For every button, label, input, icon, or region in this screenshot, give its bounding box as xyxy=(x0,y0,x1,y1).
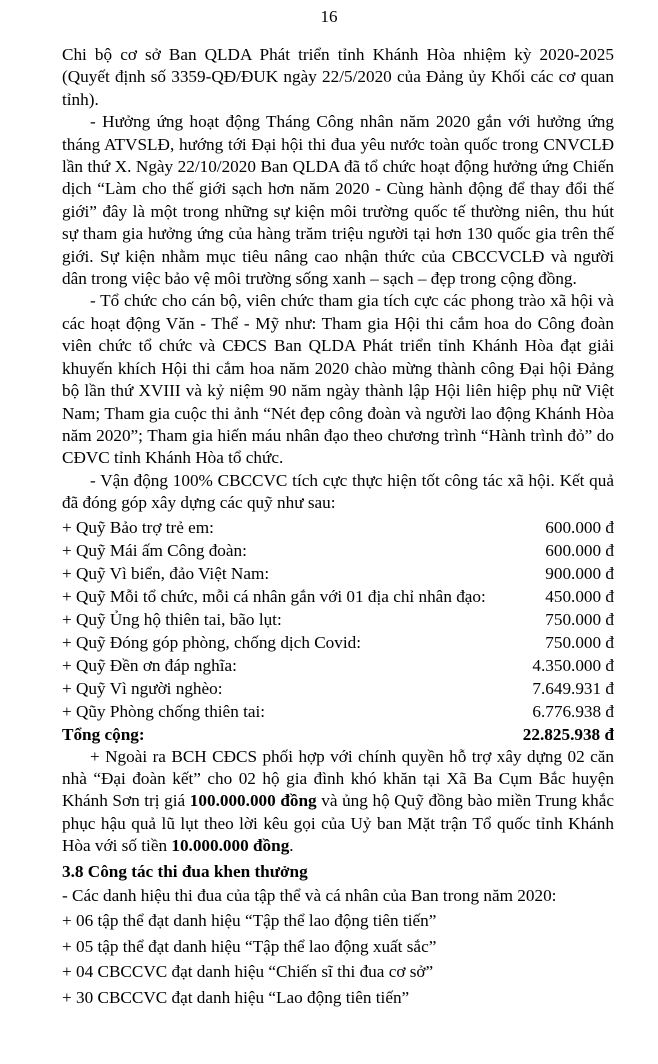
award-item: + 30 CBCCVC đạt danh hiệu “Lao động tiên tiến” xyxy=(62,987,410,1007)
fund-label: + Quỹ Vì biển, đảo Việt Nam: xyxy=(62,563,270,583)
fund-amount: 900.000 đ xyxy=(545,563,614,583)
fund-row xyxy=(62,677,614,700)
document-body xyxy=(62,44,614,1010)
paragraph-housing-support xyxy=(62,746,614,858)
fund-list xyxy=(62,516,614,746)
fund-row xyxy=(62,700,614,723)
awards-list xyxy=(62,908,614,1010)
award-item: + 05 tập thể đạt danh hiệu “Tập thể lao động xuất sắc” xyxy=(62,936,437,956)
fund-label: + Quỹ Bảo trợ trẻ em: xyxy=(62,517,214,537)
housing-text-2: và ủng hộ Quỹ đồng bào miền Trung khắc phục hậu quả lũ lụt theo lời kêu gọi của Uỷ ban Mặt trận Tổ quốc tỉnh Khánh Hòa với số tiền xyxy=(62,791,614,856)
fund-amount: 600.000 đ xyxy=(545,517,614,537)
housing-text-3: . xyxy=(289,836,294,856)
page-number: 16 xyxy=(320,7,338,26)
fund-label: + Quỹ Ủng hộ thiên tai, bão lụt: xyxy=(62,609,282,629)
paragraph-intro: Chi bộ cơ sở Ban QLDA Phát triển tỉnh Khánh Hòa nhiệm kỳ 2020-2025 (Quyết định số 3359-QĐ/ĐUK ngày 22/5/2020 của Đảng ủy Khối các cơ quan tỉnh). xyxy=(62,45,614,109)
fund-row xyxy=(62,585,614,608)
fund-label: + Quỹ Đóng góp phòng, chống dịch Covid: xyxy=(62,632,362,652)
fund-amount: 600.000 đ xyxy=(545,540,614,560)
housing-amount: 100.000.000 đồng xyxy=(189,791,317,811)
fund-label: + Qũy Phòng chống thiên tai: xyxy=(62,701,266,721)
housing-text-1: + Ngoài ra BCH CĐCS phối hợp với chính quyền hỗ trợ xây dựng 02 căn nhà “Đại đoàn kết” cho 02 hộ gia đình khó khăn tại Xã Ba Cụm Bắc huyện Khánh Sơn trị giá xyxy=(62,746,614,811)
fund-label: + Quỹ Vì người nghèo: xyxy=(62,678,223,698)
fund-row xyxy=(62,631,614,654)
fund-label: + Quỹ Mái ấm Công đoàn: xyxy=(62,540,247,560)
fund-label: + Quỹ Mỗi tổ chức, mỗi cá nhân gắn với 01 địa chỉ nhân đạo: xyxy=(62,586,486,606)
fund-amount: 750.000 đ xyxy=(545,632,614,652)
total-label: Tổng cộng: xyxy=(62,724,145,744)
award-item: + 04 CBCCVC đạt danh hiệu “Chiến sĩ thi đua cơ sở” xyxy=(62,962,434,982)
section-heading: 3.8 Công tác thi đua khen thưởng xyxy=(62,861,308,881)
flood-relief-amount: 10.000.000 đồng xyxy=(171,836,290,856)
award-item: + 06 tập thể đạt danh hiệu “Tập thể lao động tiên tiến” xyxy=(62,911,437,931)
fund-label: + Quỹ Đền ơn đáp nghĩa: xyxy=(62,655,237,675)
fund-amount: 4.350.000 đ xyxy=(532,655,614,675)
fund-row xyxy=(62,562,614,585)
fund-total-row xyxy=(62,723,614,746)
paragraph-social-activities: - Tổ chức cho cán bộ, viên chức tham gia tích cực các phong trào xã hội và các hoạt động Văn - Thể - Mỹ như: Tham gia Hội thi cắm hoa do Công đoàn viên chức tổ chức và CĐCS Ban QLDA Phát triển tỉnh Khánh Hòa đạt giải khuyến khích Hội thi cắm hoa năm 2020 chào mừng thành công Đại hội Đảng bộ lần thứ XVIII và kỷ niệm 90 năm ngày thành lập Hội liên hiệp phụ nữ Việt Nam; Tham gia cuộc thi ảnh “Nét đẹp công đoàn và người lao động Khánh Hòa năm 2020”; Tham gia hiến máu nhân đạo theo chương trình “Hành trình đỏ” do CĐVC tỉnh Khánh Hòa tổ chức. xyxy=(62,291,614,468)
fund-row xyxy=(62,539,614,562)
paragraph-environment-campaign: - Hưởng ứng hoạt động Tháng Công nhân năm 2020 gắn với hưởng ứng tháng ATVSLĐ, hướng tới Đại hội thi đua yêu nước toàn quốc trong CNVCLĐ lần thứ X. Ngày 22/10/2020 Ban QLDA đã tổ chức hoạt động hưởng ứng Chiến dịch “Làm cho thế giới sạch hơn năm 2020 - Cùng hành động để thay đổi thế giới” đây là một trong những sự kiện môi trường quốc tế thường niên, thu hút sự tham gia hưởng ứng của hàng trăm triệu người tại hơn 130 quốc gia trên thế giới. Sự kiện nhằm mục tiêu nâng cao nhận thức của CBCCVCLĐ và người dân trong việc bảo vệ môi trường sống xanh – sạch – đẹp trong cộng đồng. xyxy=(62,112,614,289)
total-amount: 22.825.938 đ xyxy=(522,724,614,744)
fund-amount: 6.776.938 đ xyxy=(532,701,614,721)
paragraph-fund-intro: - Vận động 100% CBCCVC tích cực thực hiện tốt công tác xã hội. Kết quả đã đóng góp xây dựng các quỹ như sau: xyxy=(62,470,614,513)
fund-row xyxy=(62,608,614,631)
fund-amount: 450.000 đ xyxy=(545,586,614,606)
fund-row xyxy=(62,654,614,677)
fund-row xyxy=(62,516,614,539)
awards-intro: - Các danh hiệu thi đua của tập thể và cá nhân của Ban trong năm 2020: xyxy=(62,885,557,905)
fund-amount: 750.000 đ xyxy=(545,609,614,629)
fund-amount: 7.649.931 đ xyxy=(532,678,614,698)
